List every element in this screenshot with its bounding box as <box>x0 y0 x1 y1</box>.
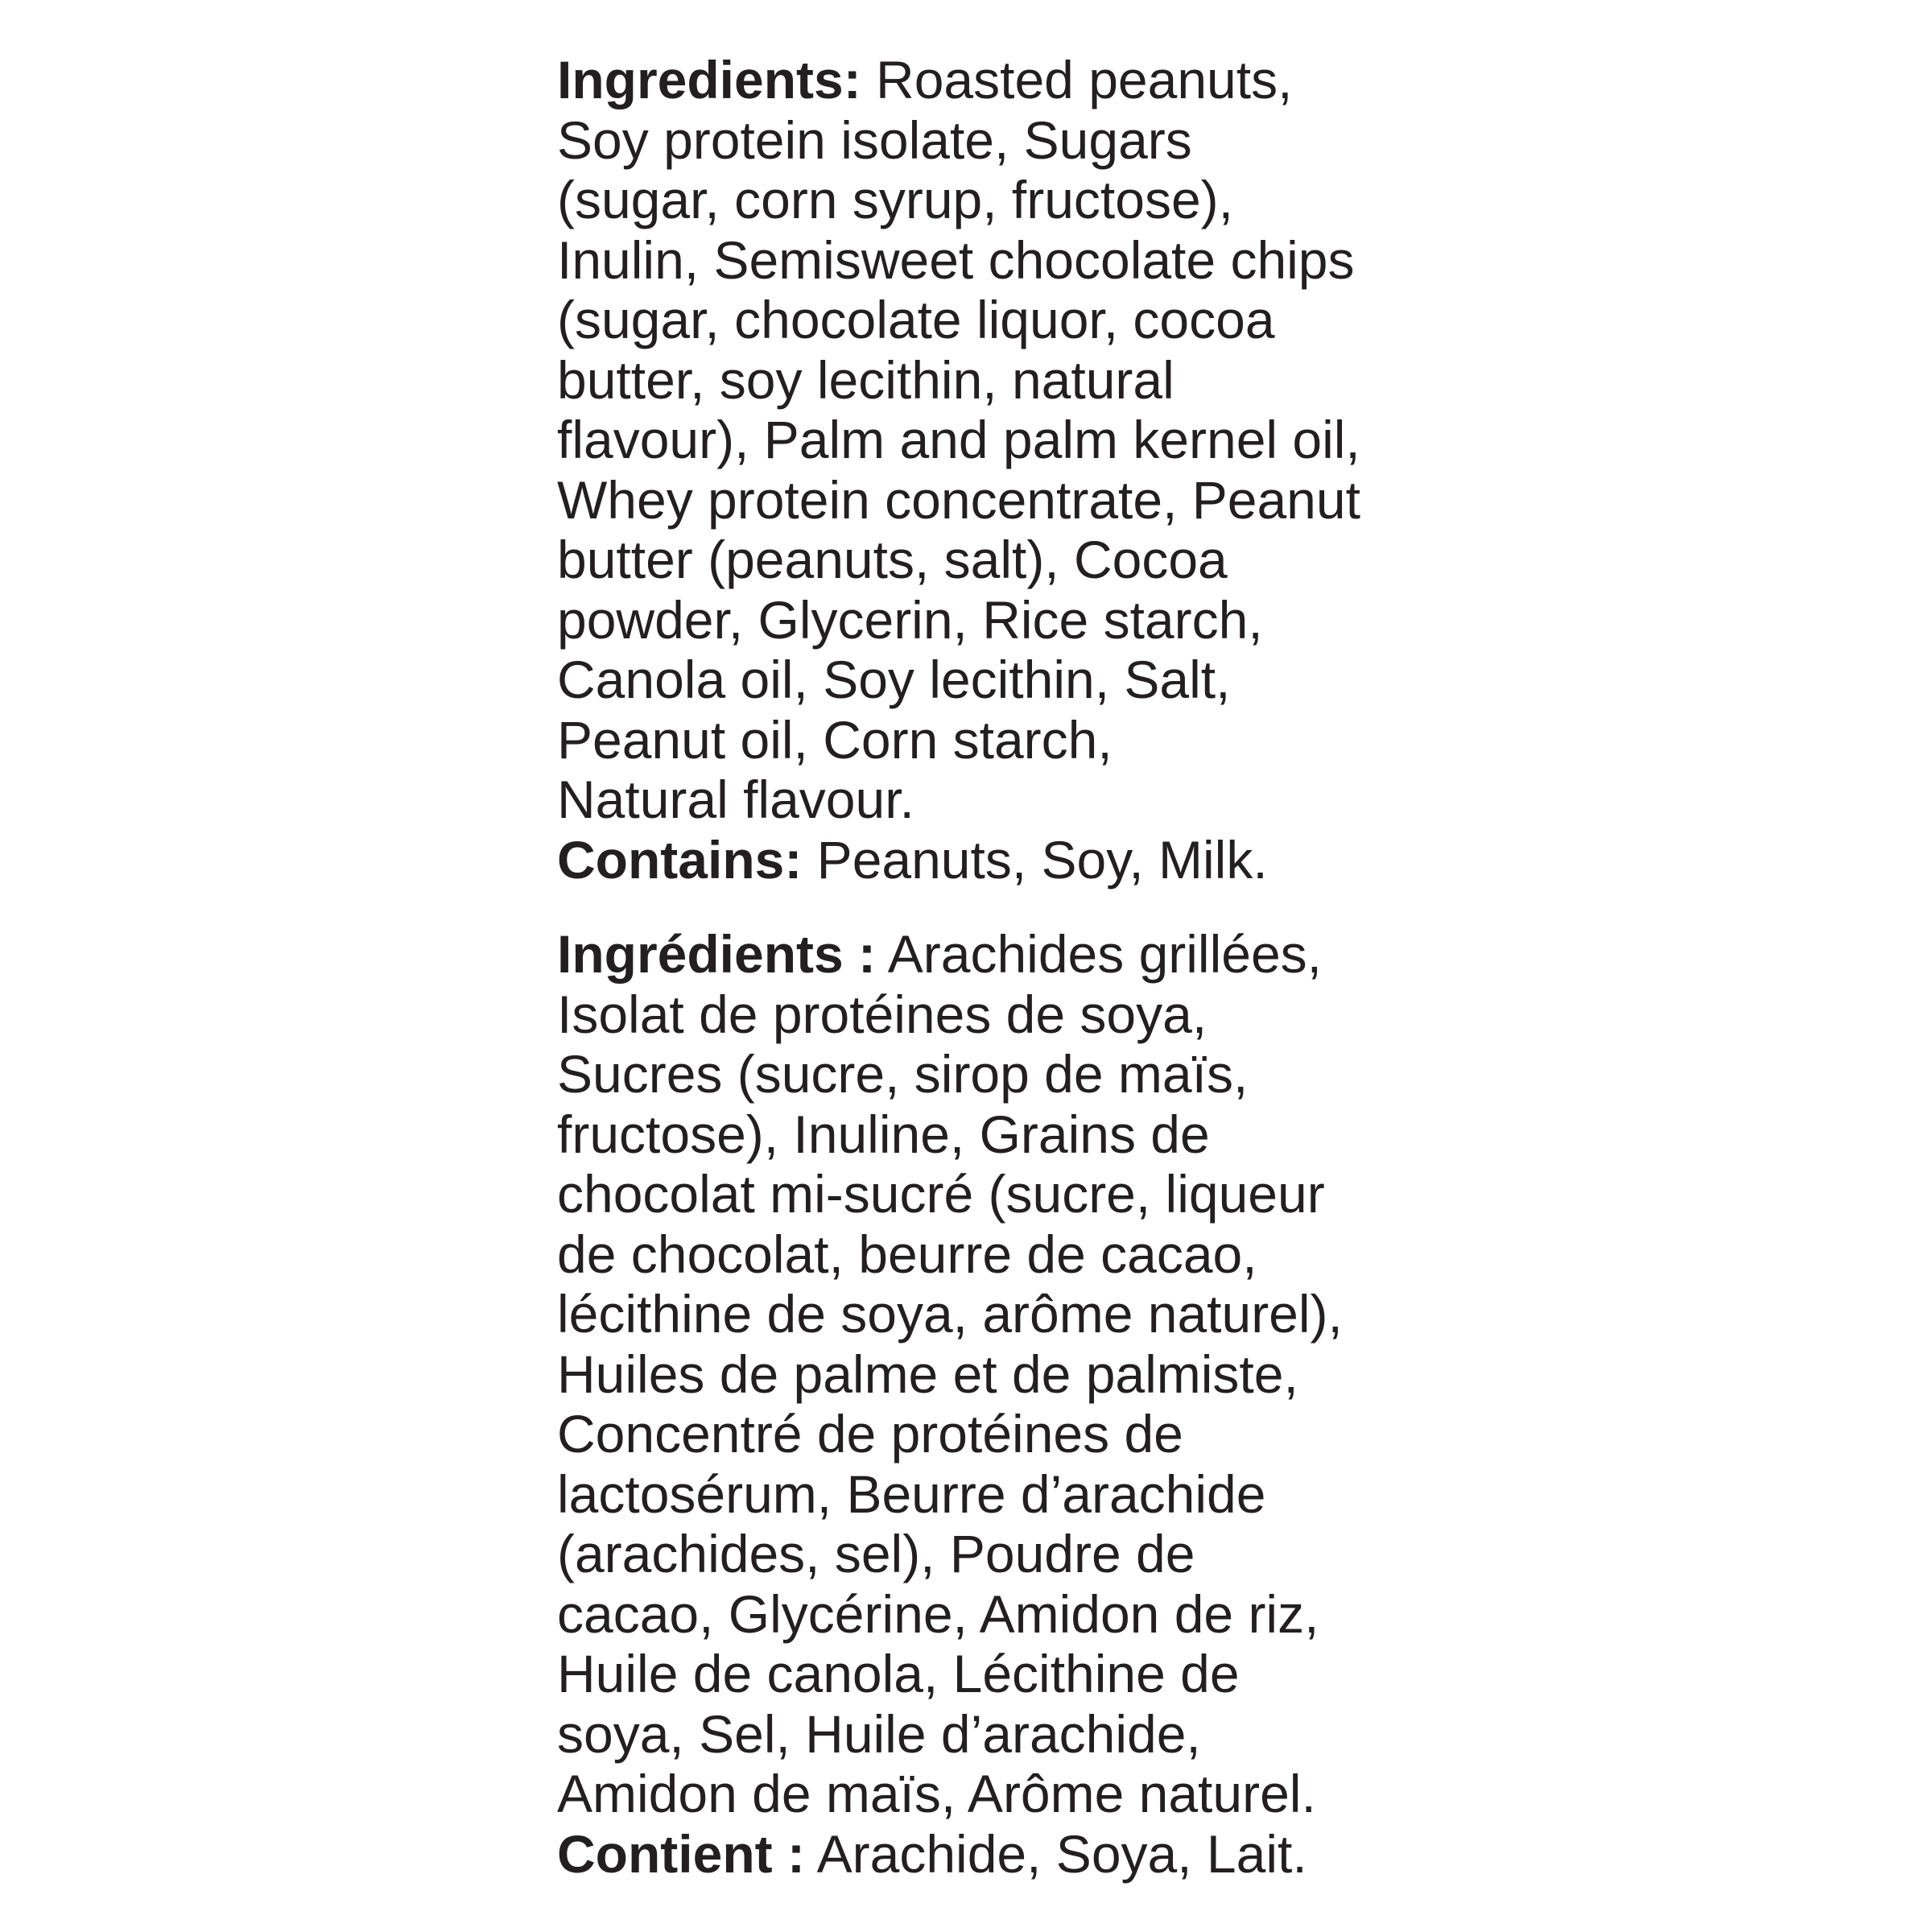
english-ingredient-text: Whey protein concentrate, Peanut <box>557 469 1360 530</box>
french-ingredient-text: (arachides, sel), Poudre de <box>557 1524 1195 1583</box>
french-ingredient-text: Sucres (sucre, sirop de maïs, <box>557 1044 1249 1104</box>
french-ingredient-text: Concentré de protéines de <box>557 1404 1183 1463</box>
english-ingredients-heading: Ingredients: <box>557 50 861 109</box>
french-ingredients-line-1 <box>557 924 1443 985</box>
english-ingredient-text: butter (peanuts, salt), Cocoa <box>557 530 1228 589</box>
english-ingredients-line-1 <box>557 50 1443 110</box>
french-ingredient-text: soya, Sel, Huile d’arachide, <box>557 1703 1201 1764</box>
english-ingredient-text: (sugar, chocolate liquor, cocoa <box>557 290 1275 349</box>
english-contains-label: Contains: <box>557 829 803 890</box>
english-ingredient-text: (sugar, corn syrup, fructose), <box>557 170 1233 229</box>
french-ingredient-text: Huiles de palme et de palmiste, <box>557 1344 1298 1404</box>
french-ingredient-text: chocolat mi-sucré (sucre, liqueur <box>557 1164 1325 1224</box>
french-allergen-list: Arachide, Soya, Lait. <box>816 1823 1307 1884</box>
english-ingredient-text: Roasted peanuts, <box>876 50 1293 109</box>
french-ingredient-text: fructose), Inuline, Grains de <box>557 1104 1210 1164</box>
french-contains-label: Contient : <box>557 1823 805 1884</box>
french-contains-line <box>557 1824 1443 1885</box>
english-allergen-list: Peanuts, Soy, Milk. <box>816 829 1268 890</box>
french-ingredient-text: lécithine de soya, arôme naturel), <box>557 1284 1343 1344</box>
english-ingredient-text: Soy protein isolate, Sugars <box>557 109 1192 170</box>
english-ingredient-text: powder, Glycerin, Rice starch, <box>557 589 1263 650</box>
english-ingredient-text: Inulin, Semisweet chocolate chips <box>557 229 1355 290</box>
french-ingredient-text: Amidon de maïs, Arôme naturel. <box>557 1764 1316 1823</box>
english-ingredient-text: butter, soy lecithin, natural <box>557 349 1174 410</box>
french-ingredient-text: cacao, Glycérine, Amidon de riz, <box>557 1583 1319 1644</box>
english-ingredient-text: flavour), Palm and palm kernel oil, <box>557 410 1360 469</box>
french-ingredient-text: Huile de canola, Lécithine de <box>557 1644 1240 1703</box>
english-contains-line <box>557 830 1443 890</box>
section-divider-space <box>557 890 1443 924</box>
english-ingredient-text: Peanut oil, Corn starch, <box>557 709 1113 770</box>
french-ingredients-heading: Ingrédients : <box>557 924 877 984</box>
english-ingredients-block <box>557 50 1443 890</box>
english-ingredient-text: Canola oil, Soy lecithin, Salt, <box>557 650 1231 709</box>
french-ingredients-block <box>557 924 1443 1884</box>
french-ingredient-text: Isolat de protéines de soya, <box>557 984 1208 1044</box>
french-ingredient-text: lactosérum, Beurre d’arachide <box>557 1463 1266 1524</box>
english-ingredient-text: Natural flavour. <box>557 770 914 829</box>
french-ingredient-text: de chocolat, beurre de cacao, <box>557 1224 1257 1284</box>
french-ingredient-text: Arachides grillées, <box>887 924 1322 984</box>
ingredients-label-panel <box>557 50 1443 1884</box>
